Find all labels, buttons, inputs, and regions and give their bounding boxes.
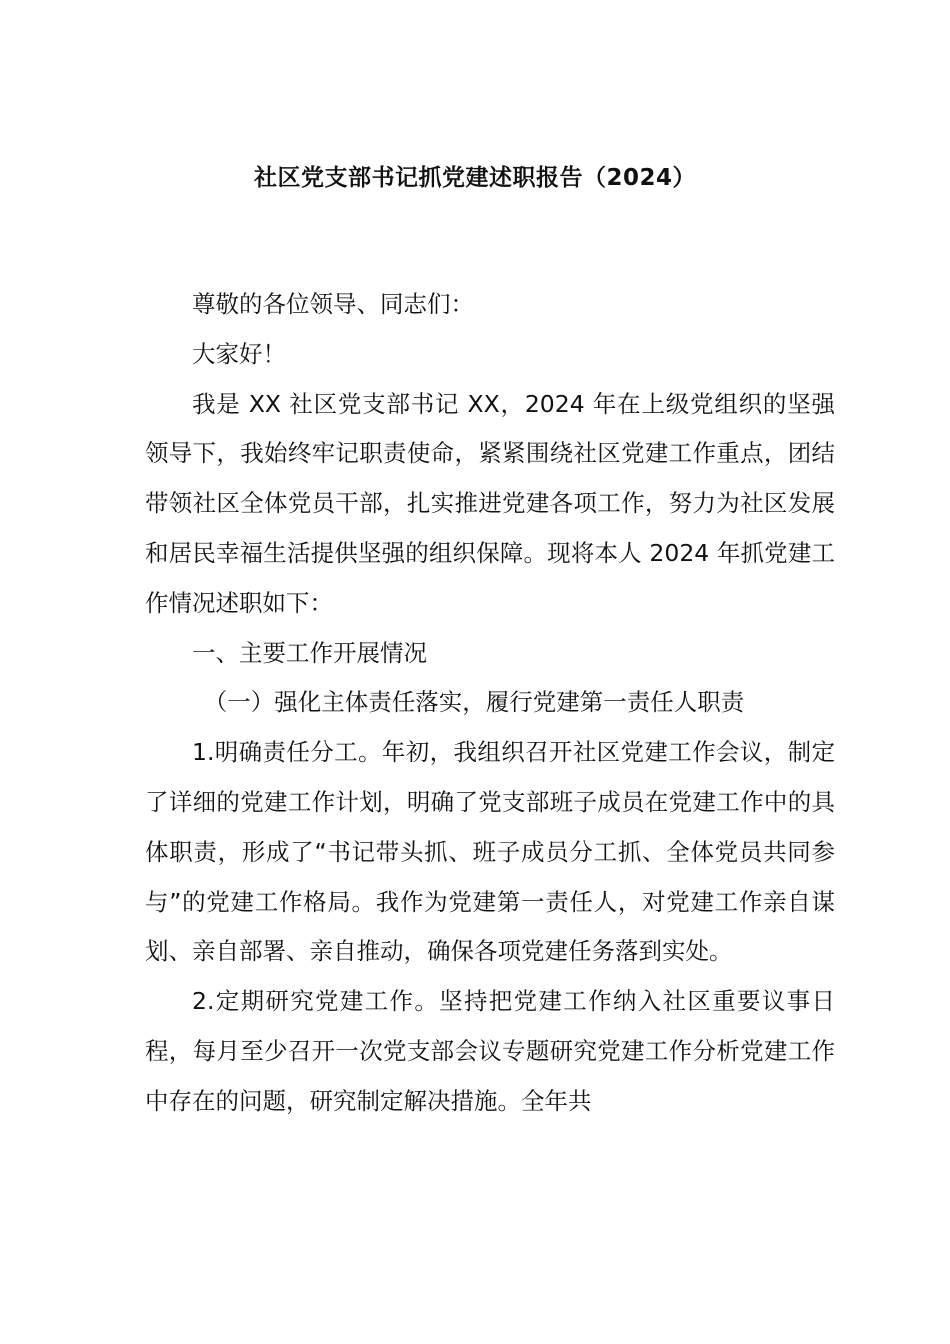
document-title: 社区党支部书记抓党建述职报告（2024）	[253, 165, 696, 191]
subsection-heading: （一）强化主体责任落实，履行党建第一责任人职责	[203, 688, 745, 717]
body-paragraph: 2.定期研究党建工作。坚持把党建工作纳入社区重要议事日程，每月至少召开一次党支部会议专题研究党建工作分析党建工作中存在的问题，研究制定解决措施。全年共	[145, 987, 835, 1115]
section-heading: 一、主要工作开展情况	[192, 638, 427, 667]
body-paragraph: 1.明确责任分工。年初，我组织召开社区党建工作会议，制定了详细的党建工作计划，明确了党支部班子成员在党建工作中的具体职责，形成了“书记带头抓、班子成员分工抓、全体党员共同参与”的党建工作格局。我作为党建第一责任人，对党建工作亲自谋划、亲自部署、亲自推动，确保各项党建任务落到实处。	[145, 738, 835, 966]
intro-paragraph: 我是 XX 社区党支部书记 XX，2024 年在上级党组织的坚强领导下，我始终牢记职责使命，紧紧围绕社区党建工作重点，团结带领社区全体党员干部，扎实推进党建各项工作，努力为社区发展和居民幸福生活提供坚强的组织保障。现将本人 2024 年抓党建工作情况述职如下：	[145, 389, 835, 617]
salutation: 尊敬的各位领导、同志们：	[192, 290, 474, 318]
greeting: 大家好！	[192, 339, 286, 368]
document-body	[145, 280, 835, 1127]
